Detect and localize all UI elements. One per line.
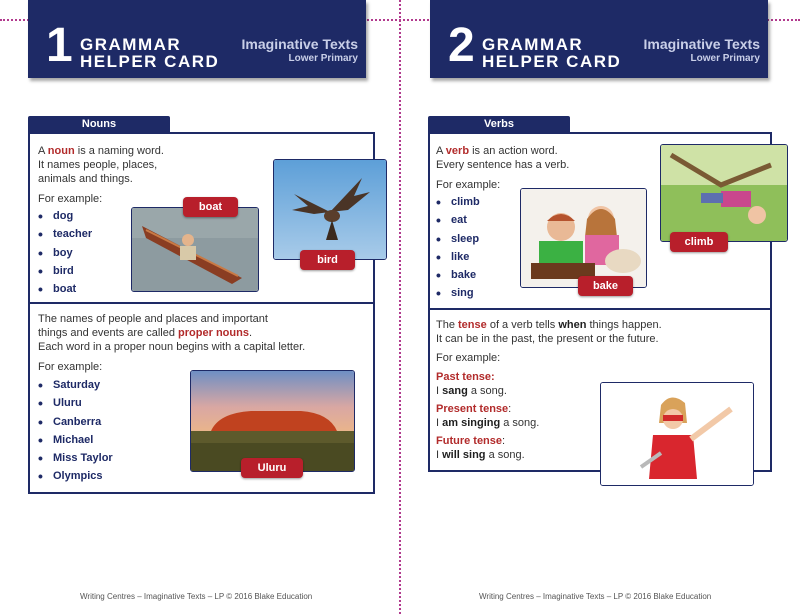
- list-item: • sleep: [436, 230, 480, 248]
- uluru-illustration: [191, 371, 354, 471]
- present-tense-post: a song.: [500, 417, 540, 429]
- bake-label: bake: [578, 276, 633, 296]
- sing-photo: [600, 382, 754, 486]
- list-item: • Uluru: [38, 394, 113, 412]
- future-tense-heading: Future tense: [436, 435, 503, 447]
- card2-example-label2: For example:: [436, 352, 501, 364]
- uluru-label: Uluru: [241, 458, 303, 478]
- card1-level: Lower Primary: [288, 53, 358, 64]
- card1-title-line2: HELPER CARD: [80, 52, 220, 71]
- card2-s2-mid: of a verb tells: [486, 319, 559, 331]
- card2-level: Lower Primary: [690, 53, 760, 64]
- card1-number: 1: [46, 19, 73, 72]
- card1-intro: [38, 144, 258, 186]
- card2-divider: [430, 308, 770, 310]
- bird-label: bird: [300, 250, 355, 270]
- card2-s2-pre: The: [436, 319, 459, 331]
- card1-divider: [30, 302, 373, 304]
- list-item: • sing: [436, 284, 480, 302]
- uluru-photo: [190, 370, 355, 472]
- climb-illustration: [661, 145, 787, 241]
- list-item: • climb: [436, 193, 480, 211]
- card2-intro-pre: A: [436, 145, 446, 157]
- present-tense-heading: Present tense: [436, 403, 509, 415]
- card1-intro-pre: A: [38, 145, 48, 157]
- climb-photo: [660, 144, 788, 242]
- card1-footer: Writing Centres – Imaginative Texts – LP © 2016 Blake Education: [80, 592, 313, 601]
- list-item: • dog: [38, 207, 92, 225]
- list-item: • Olympics: [38, 467, 113, 485]
- card1-intro-line2: It names people, places,: [38, 159, 158, 171]
- card1-section2: [38, 312, 368, 354]
- card2-title: [482, 36, 621, 70]
- list-item: • teacher: [38, 225, 92, 243]
- card1-title-line1: GRAMMAR: [80, 35, 182, 54]
- future-tense-post: a song.: [485, 449, 525, 461]
- card2-s2-key: tense: [458, 319, 487, 331]
- card1-tab-nouns: Nouns: [28, 116, 170, 133]
- card2-section2: [436, 318, 766, 346]
- list-item: • Saturday: [38, 376, 113, 394]
- list-item: • Miss Taylor: [38, 449, 113, 467]
- past-tense-verb: sang: [442, 385, 468, 397]
- climb-label: climb: [670, 232, 728, 252]
- card2-footer: Writing Centres – Imaginative Texts – LP © 2016 Blake Education: [479, 592, 712, 601]
- card1-header: [28, 0, 366, 78]
- card2-tab-verbs: Verbs: [428, 116, 570, 133]
- list-item: • like: [436, 248, 480, 266]
- future-tense-colon: :: [502, 435, 506, 447]
- card2-intro-post: is an action word.: [469, 145, 558, 157]
- card2-title-line1: GRAMMAR: [482, 35, 584, 54]
- card2-panel: [428, 132, 772, 472]
- sing-illustration: [601, 383, 753, 485]
- card1-s2-line1: The names of people and places and important: [38, 313, 268, 325]
- list-item: • boat: [38, 280, 92, 298]
- card1-title: [80, 36, 219, 70]
- list-item: • Michael: [38, 431, 113, 449]
- card2-s2-line2: It can be in the past, the present or the future.: [436, 333, 659, 345]
- list-item: • bird: [38, 262, 92, 280]
- past-tense-post: a song.: [467, 385, 507, 397]
- card1-s2-line2-pre: things and events are called: [38, 327, 179, 339]
- present-tense-colon: :: [508, 403, 512, 415]
- bake-illustration: [521, 189, 646, 287]
- card1-s2-line2-post: .: [248, 327, 252, 339]
- card1-s2-key: proper nouns: [178, 327, 249, 339]
- list-item: • eat: [436, 211, 480, 229]
- cut-line-vertical: [399, 0, 401, 614]
- card2-s2-bold: when: [558, 319, 587, 331]
- list-item: • Canberra: [38, 413, 113, 431]
- card2-example-list: [436, 193, 480, 303]
- card2-subtitle: Imaginative Texts: [643, 36, 760, 52]
- card1-example-label2: For example:: [38, 361, 103, 373]
- future-tense-verb: will sing: [442, 449, 486, 461]
- card2-s2-post: things happen.: [586, 319, 662, 331]
- boat-illustration: [132, 208, 258, 291]
- card1-example-list2: [38, 376, 113, 486]
- card2-tense-future: [436, 434, 606, 462]
- card1-intro-post: is a naming word.: [74, 145, 164, 157]
- present-tense-pre: I: [436, 417, 443, 429]
- past-tense-colon: :: [491, 371, 495, 383]
- bird-photo: [273, 159, 387, 260]
- card2-title-line2: HELPER CARD: [482, 52, 622, 71]
- card1-intro-line3: animals and things.: [38, 173, 133, 185]
- boat-label: boat: [183, 197, 238, 217]
- list-item: • bake: [436, 266, 480, 284]
- bake-photo: [520, 188, 647, 288]
- card2-number: 2: [448, 19, 475, 72]
- bird-illustration: [274, 160, 386, 259]
- future-tense-pre: I: [436, 449, 443, 461]
- past-tense-heading: Past tense: [436, 371, 492, 383]
- past-tense-pre: I: [436, 385, 443, 397]
- card1-example-label: For example:: [38, 193, 103, 205]
- card1-subtitle-block: [242, 36, 358, 66]
- card2-intro-line2: Every sentence has a verb.: [436, 159, 570, 171]
- card2-intro: [436, 144, 656, 172]
- list-item: • boy: [38, 244, 92, 262]
- card2-subtitle-block: [644, 36, 760, 66]
- boat-photo: [131, 207, 259, 292]
- card2-example-label: For example:: [436, 179, 501, 191]
- card1-s2-line3: Each word in a proper noun begins with a capital letter.: [38, 341, 306, 353]
- card2-tense-present: [436, 402, 606, 430]
- card1-panel: [28, 132, 375, 494]
- card1-intro-key: noun: [47, 145, 75, 157]
- card2-tense-past: [436, 370, 606, 398]
- card2-intro-key: verb: [445, 145, 470, 157]
- present-tense-verb: am singing: [442, 417, 501, 429]
- card2-header: [430, 0, 768, 78]
- card1-example-list: [38, 207, 92, 298]
- card1-subtitle: Imaginative Texts: [241, 36, 358, 52]
